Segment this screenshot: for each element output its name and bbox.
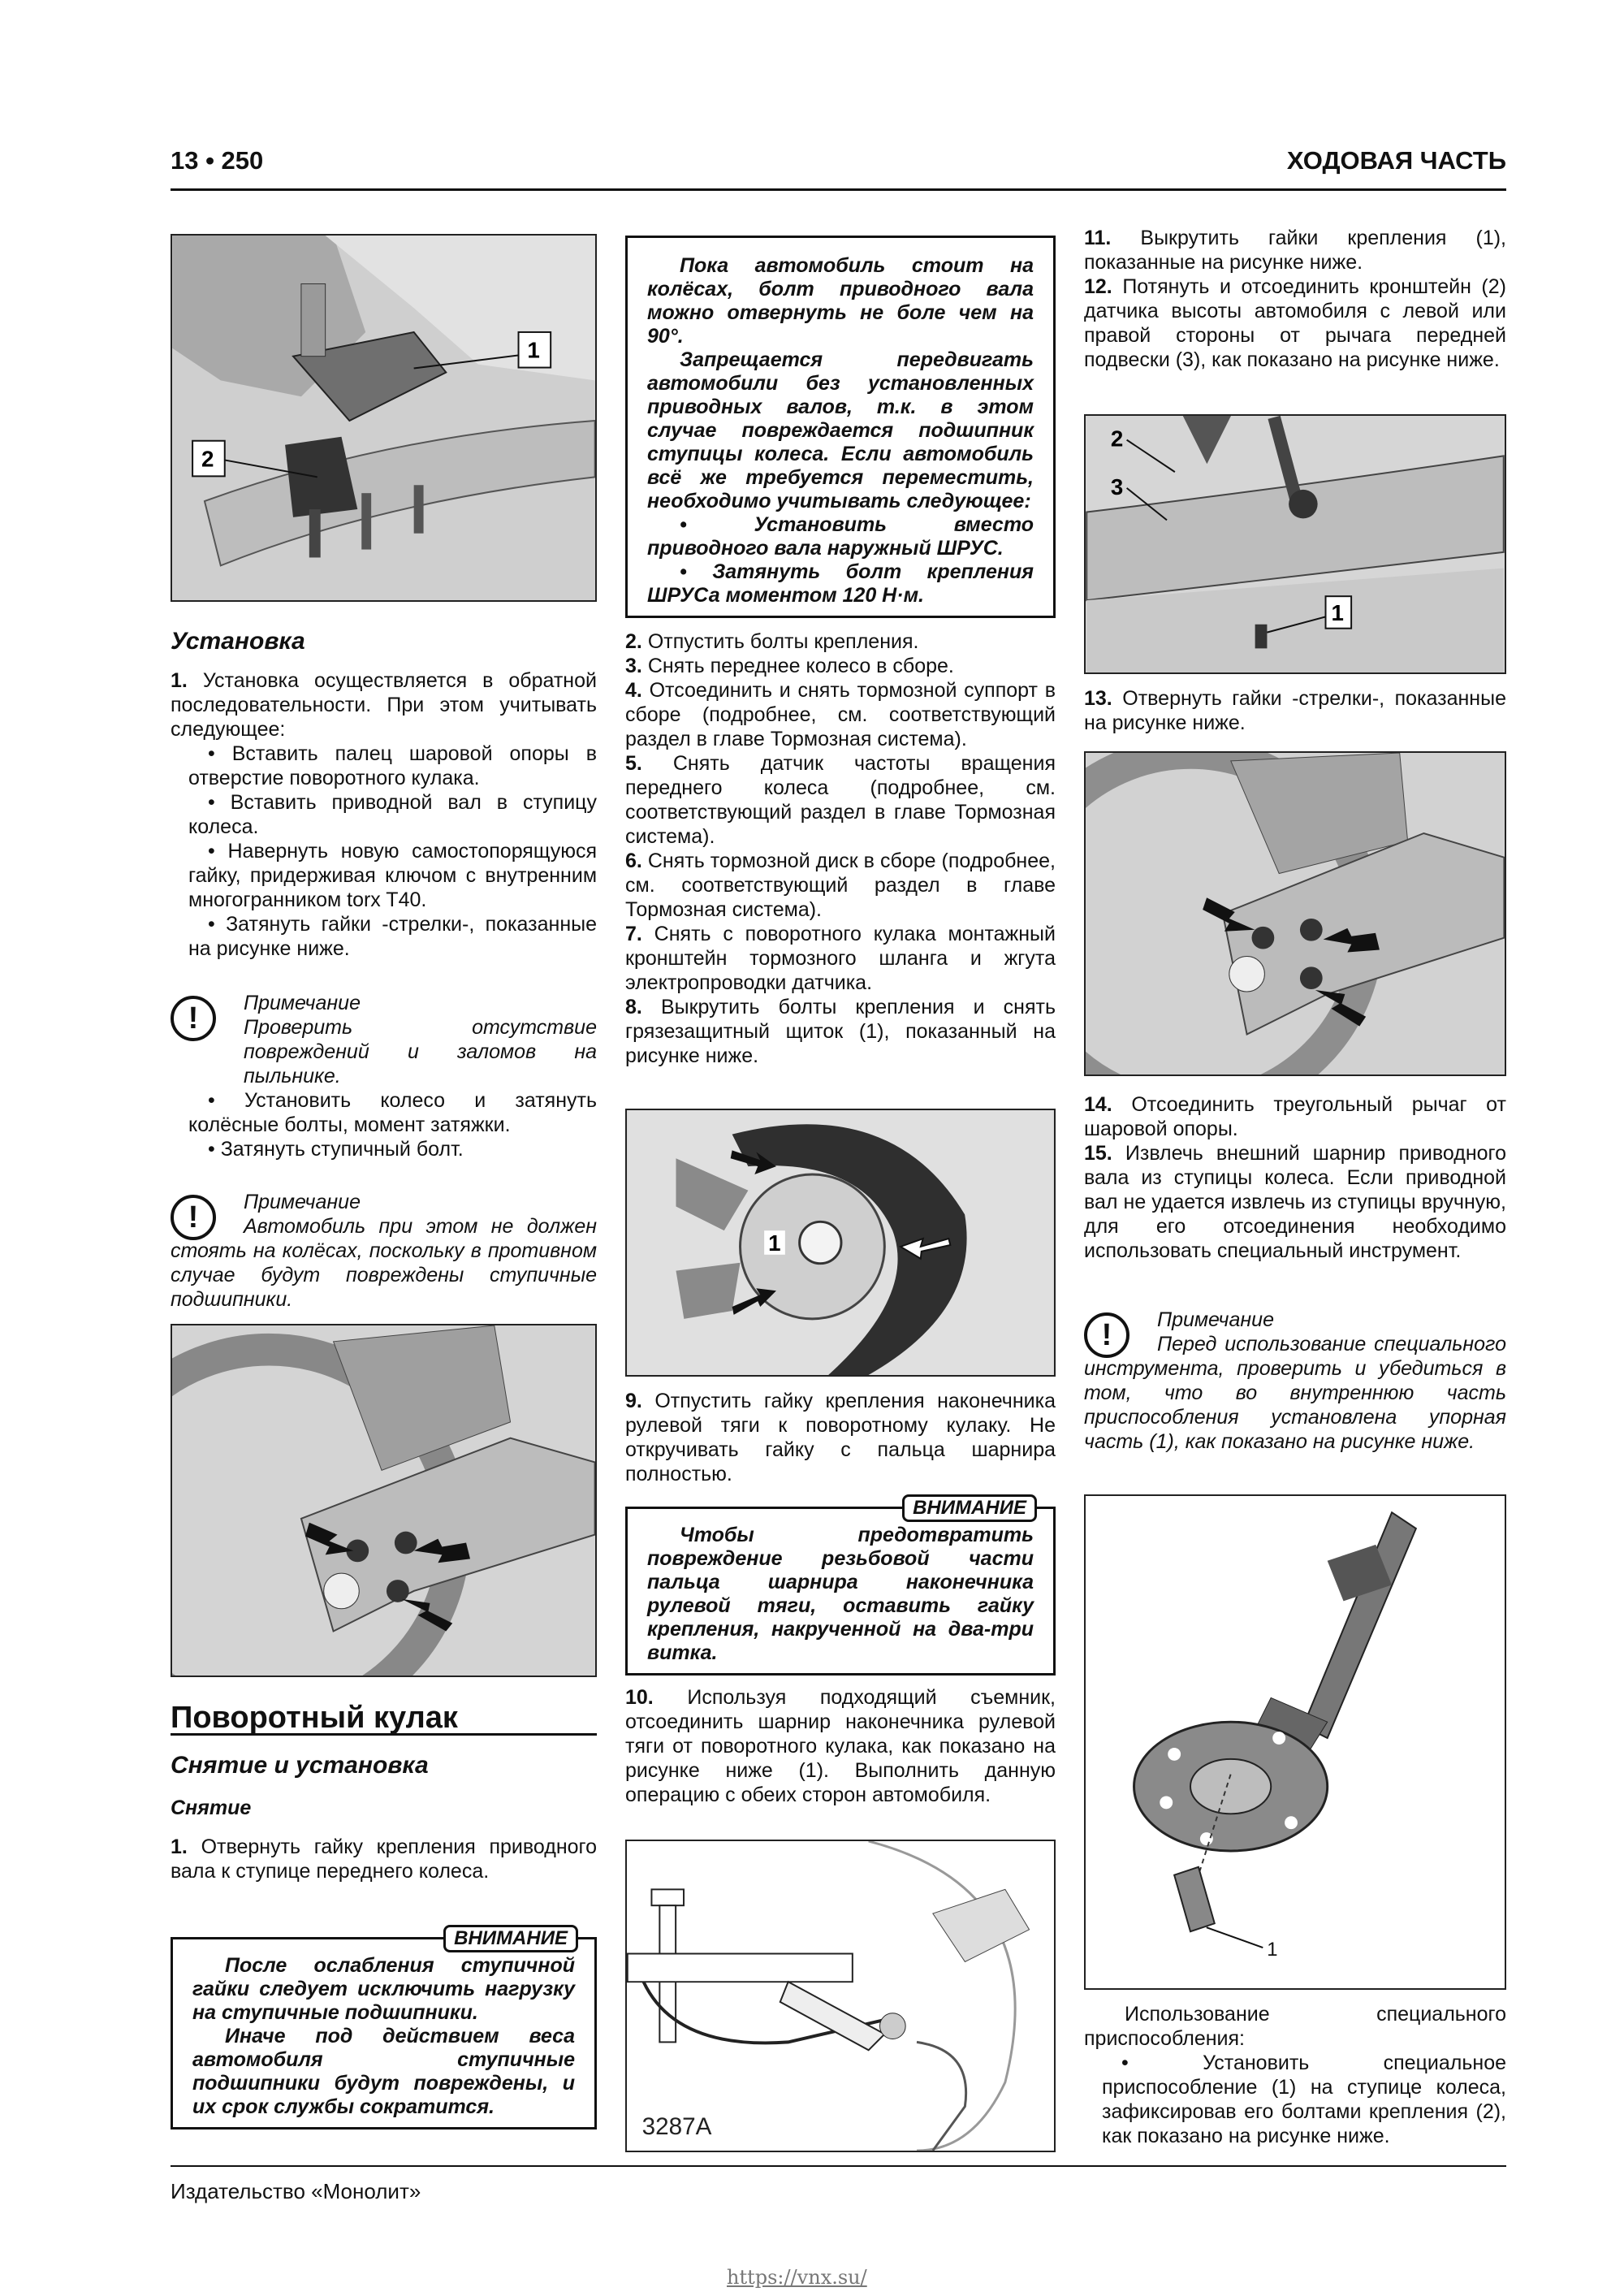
step-11: 11. Выкрутить гайки крепления (1), показанные на рисунке ниже. xyxy=(1084,227,1506,274)
step-12: 12. Потянуть и отсоединить кронштейн (2) датчика высоты автомобиля с левой или правой стороны от рычага передней подвески (3), как показано на рисунке ниже. xyxy=(1084,275,1506,371)
step-7: 7. Снять с поворотного кулака монтажный кронштейн тормозного шланга и жгута электропроводки датчика. xyxy=(625,923,1056,994)
exclamation-icon: ! xyxy=(171,1195,216,1240)
column-middle-step9 xyxy=(625,1389,1056,1486)
note-body: Проверить отсутствие повреждений и заломов на пыльнике. xyxy=(244,1016,597,1087)
warning-hub-nut xyxy=(171,1927,597,2130)
warning-text-1: После ослабления ступичной гайки следует исключить нагрузку на ступичные подшипники. xyxy=(192,1954,575,2024)
install-bullet-5: • Установить колесо и затянуть колёсные болты, момент затяжки. xyxy=(188,1089,597,1136)
warning-tie-rod xyxy=(625,1497,1056,1676)
section-title: ХОДОВАЯ ЧАСТЬ xyxy=(1286,146,1506,175)
box-text-1: Пока автомобиль стоит на колёсах, болт приводного вала можно отвернуть не боле чем на 90°. xyxy=(647,254,1034,348)
note-title: Примечание xyxy=(244,992,361,1014)
note-body: Автомобиль при этом не должен стоять на колёсах, поскольку в противном случае будут повреждены ступичные подшипники. xyxy=(171,1215,597,1311)
warning-text: Чтобы предотвратить повреждение резьбовой части пальца шарнира наконечника рулевой тяги, оставить гайку крепления, накрученной на два-три витка. xyxy=(647,1524,1034,1664)
step-3: 3. Снять переднее колесо в сборе. xyxy=(625,655,954,677)
figure-puller-drawing xyxy=(627,1841,1054,2151)
callout-1: 1 xyxy=(768,1230,781,1256)
step-9: 9. Отпустить гайку крепления наконечника рулевой тяги к поворотному кулаку. Не откручивать гайку с пальца шарнира полностью. xyxy=(625,1390,1056,1485)
figure-dust-shield-drawing xyxy=(627,1110,1054,1375)
column-left xyxy=(171,629,597,961)
special-tool-intro: Использование специального приспособления: xyxy=(1084,2003,1506,2050)
figure-thrust-part xyxy=(1084,1494,1506,1990)
note-body: Перед использование специального инструмента, проверить и убедиться в том, что во внутреннюю часть приспособления установлена упорная часть (1), как показано на рисунке ниже. xyxy=(1084,1333,1506,1453)
column-right-bottom xyxy=(1084,2002,1506,2148)
callout-1: 1 xyxy=(1267,1938,1278,1961)
column-right-step13 xyxy=(1084,686,1506,735)
step-10: 10. Используя подходящий съемник, отсоединить шарнир наконечника рулевой тяги от поворотного кулака, как показано на рисунке ниже (1). Выполнить данную операцию с обеих сторон автомобиля. xyxy=(625,1686,1056,1806)
step-4: 4. Отсоединить и снять тормозной суппорт в сборе (подробнее, см. соответствующий раздел в главе Тормозная система). xyxy=(625,679,1056,750)
tool-number-label: 3287A xyxy=(641,2113,712,2141)
column-middle-steps xyxy=(625,629,1056,1068)
warning-tag: ВНИМАНИЕ xyxy=(443,1925,578,1952)
column-right-steps xyxy=(1084,1092,1506,1263)
special-tool-bullet: • Установить специальное приспособление (1) на ступице колеса, зафиксировав его болтами крепления (2), как показано на рисунке ниже. xyxy=(1102,2052,1506,2147)
figure-ball-joint-drawing xyxy=(172,236,595,600)
figure-dust-shield xyxy=(625,1109,1056,1377)
step-13: 13. Отвернуть гайки -стрелки-, показанные на рисунке ниже. xyxy=(1084,687,1506,734)
column-left-bullets2 xyxy=(171,1088,597,1161)
exclamation-icon: ! xyxy=(1084,1312,1129,1358)
callout-1: 1 xyxy=(527,337,540,363)
figure-ball-joint xyxy=(171,234,597,602)
step-8: 8. Выкрутить болты крепления и снять грязезащитный щиток (1), показанный на рисунке ниже. xyxy=(625,996,1056,1067)
column-right-top xyxy=(1084,226,1506,372)
note-title: Примечание xyxy=(1157,1308,1274,1331)
install-heading: Установка xyxy=(171,628,305,655)
figure-control-arm-drawing xyxy=(172,1325,595,1676)
exclamation-icon: ! xyxy=(171,996,216,1041)
step-6: 6. Снять тормозной диск в сборе (подробнее, см. соответствующий раздел в главе Тормозная система). xyxy=(625,850,1056,921)
removal-heading: Снятие xyxy=(171,1797,252,1819)
warning-text-2: Иначе под действием веса автомобиля ступичные подшипники будут повреждены, и их срок службы сократится. xyxy=(192,2025,575,2118)
box-bullet-1: • Установить вместо приводного вала наружный ШРУС. xyxy=(647,513,1034,560)
box-bullet-2: • Затянуть болт крепления ШРУСа моментом 120 Н·м. xyxy=(647,560,1034,607)
warning-tag: ВНИМАНИЕ xyxy=(902,1494,1037,1522)
install-bullet-4: • Затянуть гайки -стрелки-, показанные на рисунке ниже. xyxy=(188,913,597,960)
column-middle-step10 xyxy=(625,1685,1056,1807)
footer-rule xyxy=(171,2165,1506,2167)
section-heading: Поворотный кулак xyxy=(171,1706,597,1736)
install-bullet-6: • Затянуть ступичный болт. xyxy=(208,1138,464,1161)
header-rule xyxy=(171,188,1506,191)
step-14: 14. Отсоединить треугольный рычаг от шаровой опоры. xyxy=(1084,1093,1506,1140)
note-special-tool xyxy=(1084,1308,1506,1454)
step-15: 15. Извлечь внешний шарнир приводного вала из ступицы колеса. Если приводной вал не удается извлечь из ступицы вручную, для его отсоединения необходимо использовать специальный инструмент. xyxy=(1084,1142,1506,1262)
figure-thrust-part-drawing xyxy=(1086,1496,1505,1988)
figure-triangle-arm-drawing xyxy=(1086,753,1505,1074)
note-boot xyxy=(171,991,597,1088)
figure-triangle-arm xyxy=(1084,751,1506,1076)
note-wheels xyxy=(171,1190,597,1312)
box-text-2: Запрещается передвигать автомобили без установленных приводных валов, т.к. в этом случае повреждается подшипник ступицы колеса. Если автомобиль всё же требуется переместить, необходимо учитывать следующее: xyxy=(647,348,1034,512)
install-step-1: 1. Установка осуществляется в обратной последовательности. При этом учитывать следующее: xyxy=(171,669,597,741)
step-2: 2. Отпустить болты крепления. xyxy=(625,630,919,653)
callout-3: 3 xyxy=(1110,473,1124,499)
figure-puller-tool xyxy=(625,1840,1056,2152)
info-box-drive-shaft xyxy=(625,236,1056,618)
figure-control-arm-nuts xyxy=(171,1324,597,1677)
callout-2: 2 xyxy=(1110,426,1124,452)
sub-heading: Снятие и установка xyxy=(171,1752,429,1779)
publisher: Издательство «Монолит» xyxy=(171,2179,421,2203)
figure-height-sensor xyxy=(1084,414,1506,674)
install-bullet-1: • Вставить палец шаровой опоры в отверстие поворотного кулака. xyxy=(188,742,597,789)
watermark-link[interactable]: https://vnx.su/ xyxy=(727,2266,867,2289)
step-5: 5. Снять датчик частоты вращения переднего колеса (подробнее, см. соответствующий раздел в главе Тормозная система). xyxy=(625,752,1056,848)
page-number: 13 • 250 xyxy=(171,146,264,175)
callout-2: 2 xyxy=(201,446,214,472)
note-title: Примечание xyxy=(244,1191,361,1213)
figure-height-sensor-drawing xyxy=(1086,416,1505,672)
install-bullet-2: • Вставить приводной вал в ступицу колеса. xyxy=(188,791,597,838)
callout-1: 1 xyxy=(1331,599,1344,625)
install-bullet-3: • Навернуть новую самостопорящуюся гайку, придерживая ключом с внутренним многогранником torx T40. xyxy=(188,840,597,911)
column-left-section xyxy=(171,1701,598,1883)
removal-step-1: 1. Отвернуть гайку крепления приводного вала к ступице переднего колеса. xyxy=(171,1836,598,1883)
